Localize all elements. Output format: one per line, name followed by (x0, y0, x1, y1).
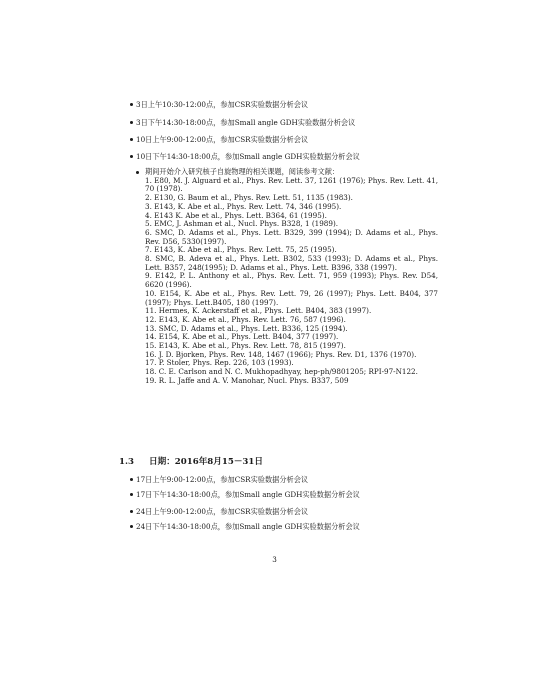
schedule-item: 24日下午14:30-18:00点，参加Small angle GDH实验数据分析会议 (136, 522, 360, 531)
reference-entry: 17. P. Stoler, Phys. Rep. 226, 103 (1993). (145, 358, 294, 368)
reference-entry: 6. SMC, D. Adams et al., Phys. Lett. B329, 399 (1994); D. Adams et al., Phys. Rev. D56, 5330(1997). (145, 227, 438, 246)
schedule-item: 24日上午9:00-12:00点，参加CSR实验数据分析会议 (136, 507, 309, 516)
schedule-item: 3日下午14:30-18:00点，参加Small angle GDH实验数据分析会议 (136, 118, 356, 127)
reference-entry: 12. E143, K. Abe et al., Phys. Rev. Lett. 76, 587 (1996). (145, 314, 346, 324)
schedule-item: 10日上午9:00-12:00点，参加CSR实验数据分析会议 (136, 135, 309, 144)
reference-entry: 1. E80, M. J. Alguard et al., Phys. Rev. Lett. 37, 1261 (1976); Phys. Rev. Lett. 41, 70 (1978). (145, 175, 438, 194)
reference-entry: 10. E154, K. Abe et al., Phys. Rev. Lett. 79, 26 (1997); Phys. Lett. B404, 377 (1997); Phys. Lett.B405, 180 (1997). (145, 288, 438, 307)
reference-entry: 13. SMC, D. Adams et al., Phys. Lett. B336, 125 (1994). (145, 323, 348, 333)
reference-entry: 19. R. L. Jaffe and A. V. Manohar, Nucl. Phys. B337, 509 (145, 375, 349, 385)
reference-entry: 14. E154, K. Abe et al., Phys. Lett. B404, 377 (1997). (145, 332, 339, 342)
reference-list (145, 168, 438, 386)
reference-entry: 7. E143, K. Abe et al., Phys. Rev. Lett. 75, 25 (1995). (145, 245, 337, 255)
reference-entry: 16. J. D. Bjorken, Phys. Rev. 148, 1467 (1966); Phys. Rev. D1, 1376 (1970). (145, 349, 417, 359)
reference-entry: 4. E143 K. Abe et al., Phys. Lett. B364, 61 (1995). (145, 210, 327, 220)
section-heading (119, 457, 263, 467)
reference-entry: 3. E143, K. Abe et al., Phys. Rev. Lett. 74, 346 (1995). (145, 201, 342, 211)
schedule-item: 3日上午10:30-12:00点，参加CSR实验数据分析会议 (136, 100, 309, 109)
section-title: 日期：2016年8月15－31日 (149, 457, 263, 467)
reference-entry: 5. EMC, J. Ashman et al., Nucl. Phys. B328, 1 (1989). (145, 219, 339, 229)
reference-entry: 9. E142, P. L. Anthony et al., Phys. Rev. Lett. 71, 959 (1993); Phys. Rev. D54, 6620 (1996). (145, 271, 438, 290)
reference-entry: 18. C. E. Carlson and N. C. Mukhopadhyay, hep-ph/9801205; RPI-97-N122. (145, 367, 418, 377)
schedule-item: 17日上午9:00-12:00点，参加CSR实验数据分析会议 (136, 475, 309, 484)
reference-entry: 8. SMC, B. Adeva et al., Phys. Lett. B302, 533 (1993); D. Adams et al., Phys. Lett. B357, 248(1995); D. Adams et al., Phys. Lett. B396, 338 (1997). (145, 254, 438, 272)
reading-intro-item (145, 168, 438, 177)
schedule-item: 17日下午14:30-18:00点，参加Small angle GDH实验数据分析会议 (136, 490, 360, 499)
schedule-item: 10日下午14:30-18:00点，参加Small angle GDH实验数据分析会议 (136, 152, 360, 161)
section-number: 1.3 (119, 457, 134, 467)
reference-entry: 15. E143, K. Abe et al., Phys. Rev. Lett. 78, 815 (1997). (145, 341, 346, 351)
reference-entry: 11. Hermes, K. Ackerstaff et al., Phys. Lett. B404, 383 (1997). (145, 306, 372, 316)
reading-intro: 期间开始介入研究核子自旋物理的相关课题，阅读参考文献： (145, 167, 340, 176)
reference-entry: 2. E130, G. Baum et al., Phys. Rev. Lett. 51, 1135 (1983). (145, 193, 353, 203)
page-number: 3 (272, 555, 277, 564)
